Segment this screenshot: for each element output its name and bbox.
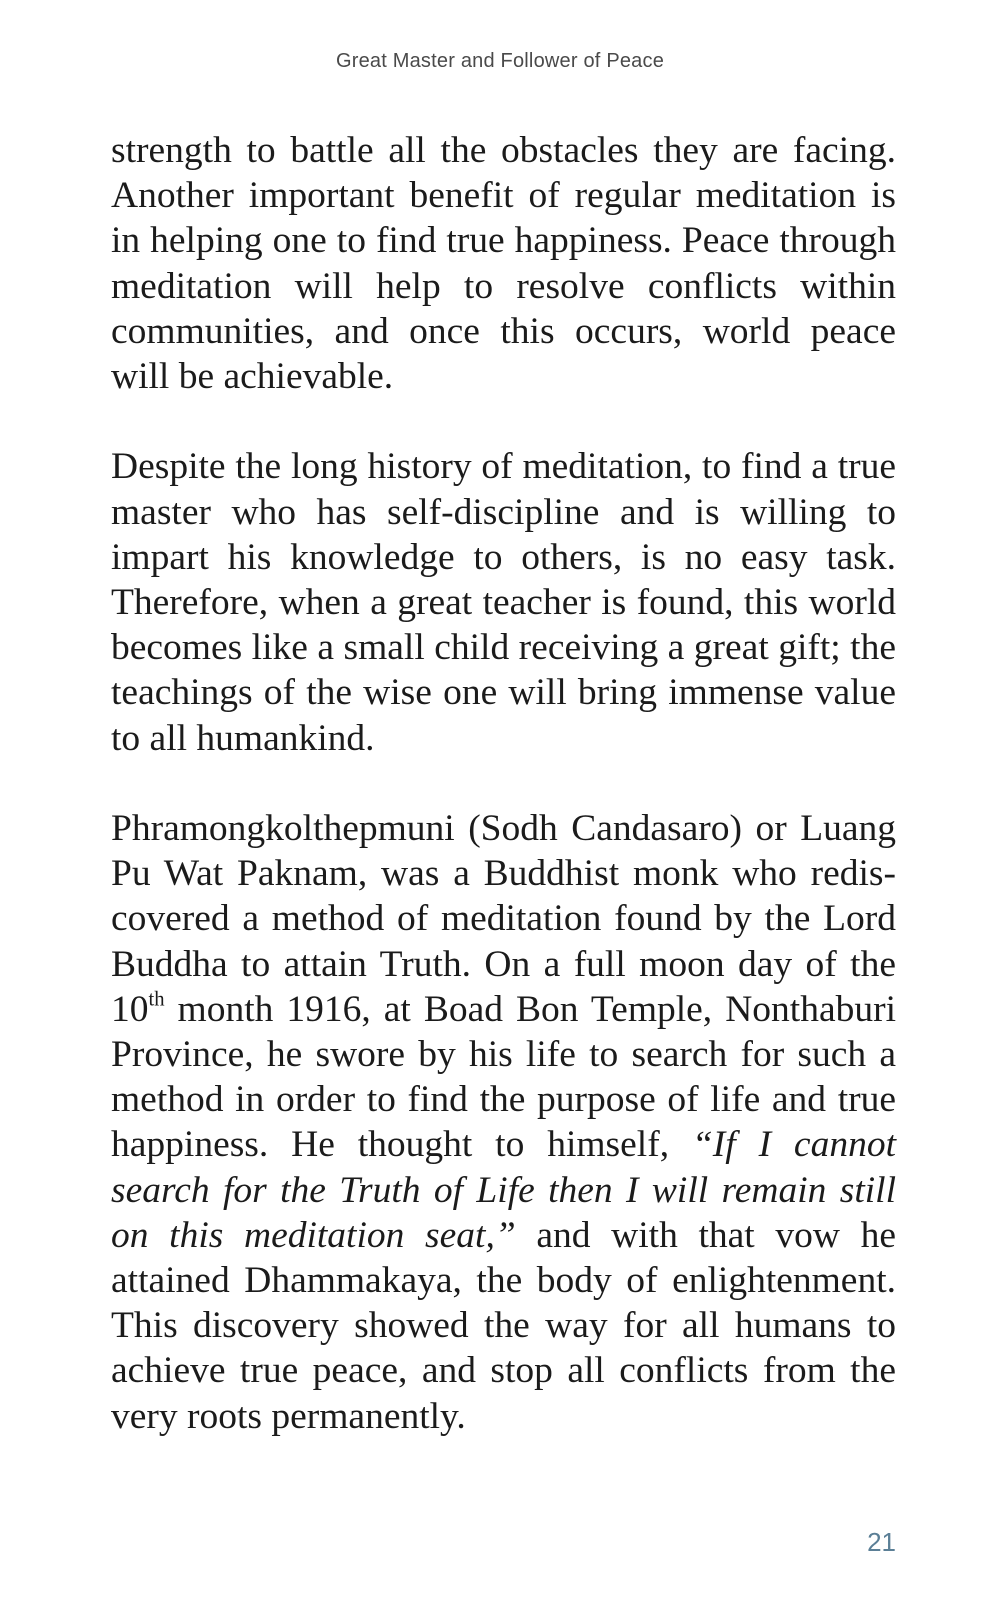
paragraph-2: Despite the long history of meditation, to find a true master who has self-discipline and is willing to impart his knowledge to others, is no easy task. Therefore, when a great teacher is found, this world becomes like a small child receiving a great gift; the teachings of the wise one will bring immense value to all humankind. [111, 446, 896, 759]
paragraph-3-text-c: and with that vow he attained Dhammakaya, the body of enlightenment. This discovery showed the way for all humans to achieve true peace, and stop all conflicts from the very roots permanently. [111, 1214, 896, 1437]
paragraph-3-text-b: month 1916, at Boad Bon Temple, Nonthaburi Province, he swore by his life to search for such a method in order to find the purpose of life and true happiness. He thought to himself, [111, 988, 896, 1166]
body-text [111, 128, 896, 1439]
paragraph-3-text-a: Phramongkolthepmuni (Sodh Candasaro) or Luang Pu Wat Paknam, was a Buddhist monk who rediscovered a method of meditation found by the Lord Buddha to attain Truth. On a full moon day of the 10 [111, 808, 896, 1030]
page-number: 21 [867, 1527, 896, 1557]
paragraph-3 [111, 806, 896, 1439]
running-header: Great Master and Follower of Peace [335, 50, 665, 72]
vow-quote: “If I cannot search for the Truth of Life then I will remain still on this meditation seat,” [111, 1124, 896, 1256]
ordinal-suffix: th [148, 988, 165, 1011]
paragraph-1: strength to battle all the obstacles they are facing. Another important benefit of regular meditation is in helping one to find true happiness. Peace through meditation will help to resolve conflicts within communities, and once this occurs, world peace will be achievable. [111, 130, 896, 398]
